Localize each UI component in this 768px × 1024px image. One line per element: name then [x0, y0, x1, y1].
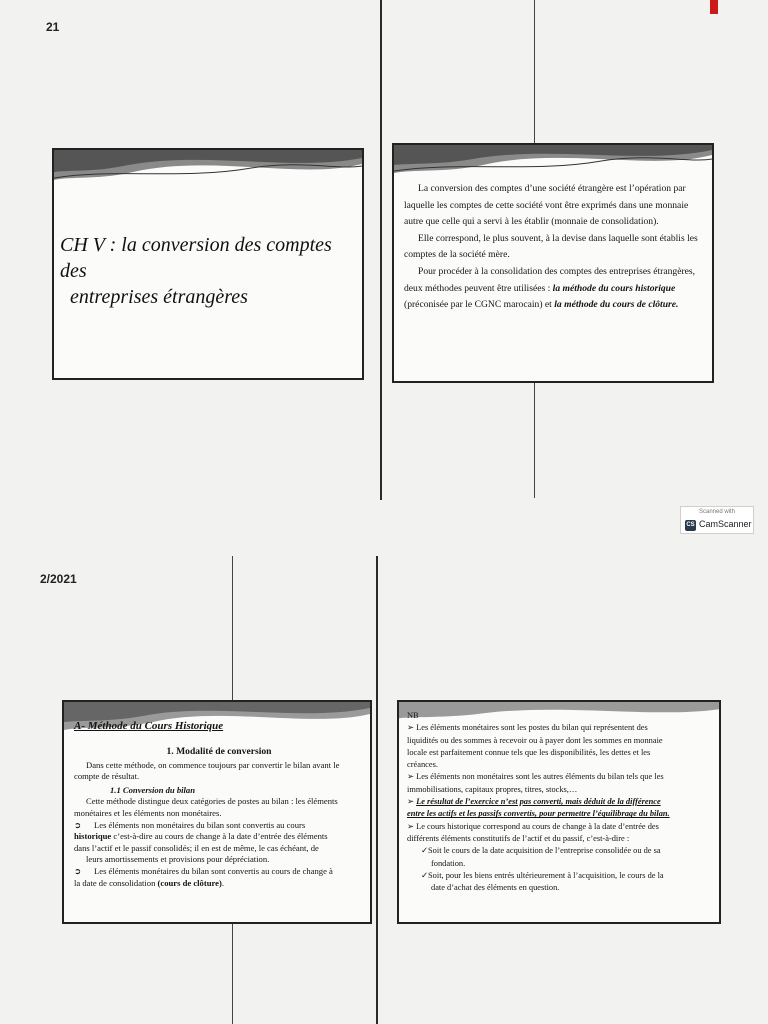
historical-method-emphasis: la méthode du cours historique [552, 282, 676, 294]
check-item: ✓Soit le cours de la date acquisition de l’entreprise consolidée ou de sa [421, 846, 661, 856]
arrow-bullet-icon: ➲ [74, 819, 82, 830]
chapter-title [60, 232, 360, 310]
page-number-bottom: 2/2021 [40, 572, 77, 586]
intro-line: La conversion des comptes d’une société étrangère est l’opération par [418, 183, 686, 194]
section-heading: A- Méthode du Cours Historique [74, 720, 224, 732]
note-line: ➢ Les éléments non monétaires sont les autres éléments du bilan tels que les [407, 772, 664, 782]
sub-subsection-title: 1.1 Conversion du bilan [110, 784, 196, 795]
intro-line: laquelle les comptes de cette société vont être exprimés dans une monnaie [404, 199, 689, 211]
note-line: locale est parfaitement connue tels que les disponibilités, les dettes et les [407, 747, 651, 757]
camscanner-name: CamScanner [699, 519, 752, 529]
slide-historical-method [62, 700, 372, 924]
slide-nb-notes [397, 700, 721, 924]
bullet-text: Les éléments non monétaires du bilan sont convertis au cours [94, 819, 306, 830]
note-line: immobilisations, capitaux propres, titres, stocks,… [407, 784, 578, 794]
introduction-text [404, 181, 706, 314]
intro-line [404, 297, 706, 314]
note-line: ➢ Les éléments monétaires sont les postes du bilan qui représentent des [407, 723, 648, 733]
note-line [407, 796, 713, 808]
body-line: Dans cette méthode, on commence toujours par convertir le bilan avant le [86, 759, 340, 770]
intro-line: comptes de la société mère. [404, 249, 510, 261]
scan-fold-line-top [380, 0, 382, 500]
bullet-bold-text: (cours de clôture) [157, 877, 222, 888]
subsection-title: 1. Modalité de conversion [166, 746, 272, 757]
slide-chapter-title [52, 148, 364, 380]
bullet-line [74, 866, 364, 878]
intro-text: deux méthodes peuvent être utilisées : [404, 282, 553, 294]
intro-line: Elle correspond, le plus souvent, à la devise dans laquelle sont établis les [418, 232, 698, 244]
bullet-text: . [221, 877, 224, 888]
red-edge-mark [710, 0, 718, 14]
result-note-emphasis: entre les actifs et les passifs convertis, pour permettre l’équilibrage du bilan. [407, 809, 670, 819]
note-line: différents éléments constitutifs de l’actif et du passif, c’est-à-dire : [407, 833, 630, 843]
arrow-bullet-icon: ➢ [407, 797, 417, 807]
body-line: monétaires et les éléments non monétaires. [74, 807, 222, 818]
bullet-line [74, 820, 364, 832]
bullet-text: c’est-à-dire au cours de change à la date d’entrée des éléments [111, 831, 328, 842]
result-note-emphasis: Le résultat de l’exercice n’est pas converti, mais déduit de la différence [416, 797, 661, 807]
camscanner-badge [680, 506, 754, 534]
check-item: ✓Soit, pour les biens entrés ultérieurement à l’acquisition, le cours de la [421, 870, 664, 880]
nb-notes-body [407, 710, 713, 894]
chapter-title-line-2: entreprises étrangères [70, 286, 248, 308]
note-line: créances. [407, 760, 438, 770]
page-number-top: 21 [46, 20, 60, 34]
nb-label: NB [407, 711, 419, 720]
intro-line: autre que celle qui a servi à les établir (monnaie de consolidation). [404, 216, 659, 228]
note-line: liquidités ou des sommes à recevoir ou à payer dont les sommes en monnaie [407, 735, 663, 745]
scan-fold-line-bottom [376, 556, 378, 1024]
bullet-bold-text: historique [74, 831, 112, 842]
note-line: ➢ Le cours historique correspond au cours de change à la date d’entrée des [407, 821, 659, 831]
intro-text: (préconisée par le CGNC marocain) et [404, 299, 555, 311]
intro-line: Pour procéder à la consolidation des comptes des entreprises étrangères, [418, 265, 696, 277]
body-line: compte de résultat. [74, 771, 140, 782]
slide-introduction [392, 143, 714, 383]
chapter-title-line-1: CH V : la conversion des comptes des [60, 234, 332, 282]
bullet-line [74, 831, 364, 843]
bullet-text: Les éléments monétaires du bilan sont convertis au cours de change à [94, 865, 333, 876]
arrow-bullet-icon: ➲ [74, 865, 82, 876]
camscanner-caption: Scanned with [698, 509, 736, 515]
intro-line [404, 281, 706, 298]
check-item-continuation: fondation. [431, 858, 466, 868]
bullet-line [74, 878, 364, 890]
slide-wave-decoration [54, 150, 362, 184]
check-item-continuation: date d’achat des éléments en question. [431, 883, 560, 893]
closing-method-emphasis: la méthode du cours de clôture. [554, 299, 679, 311]
slide-wave-decoration [394, 145, 712, 179]
body-line: Cette méthode distingue deux catégories de postes au bilan : les éléments [86, 796, 338, 807]
bullet-line: leurs amortissements et provisions pour dépréciation. [86, 854, 270, 865]
bullet-text: la date de consolidation [74, 877, 158, 888]
camscanner-logo-icon: CS [685, 520, 696, 531]
historical-method-body [74, 746, 364, 889]
bullet-line: dans l’actif et le passif consolidés; il en est de même, le cas échéant, de [74, 842, 319, 853]
